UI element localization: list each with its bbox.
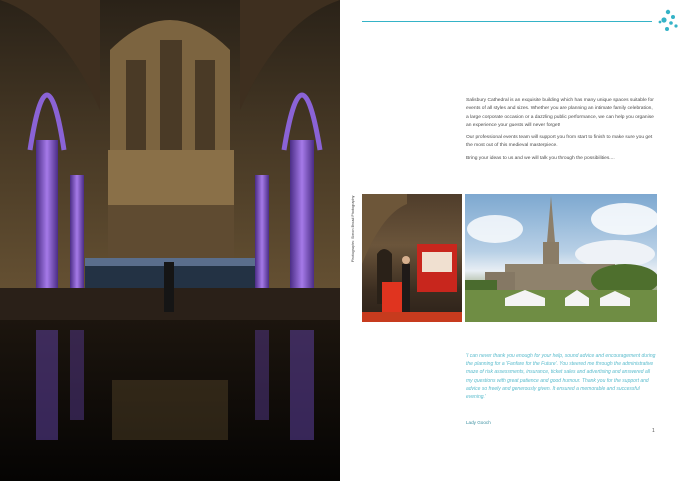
header-rule (362, 21, 652, 22)
intro-text (466, 97, 656, 167)
intro-paragraph-2: Our professional events team will support you from start to finish to make sure you get the most out of this medieval masterpiece. (466, 135, 653, 149)
testimonial-quote: 'I can never thank you enough for your help, sound advice and encouragement during the planning for a 'Fanfare for the Future'. You steered me through the administrative maze of risk assessments, insurance, ticket sales and advertising and answered all my questions with great patience and good humour. Thank you for the support and advice so freely and generously given. It ensured a memorable and successful evening.' (466, 353, 656, 401)
page-number: 1 (652, 428, 655, 434)
dots-decoration-icon (656, 8, 680, 36)
intro-paragraph-3: Bring your ideas to us and we will talk you through the possibilities.... (466, 155, 615, 161)
event-speaker-podium-photo (362, 194, 462, 322)
photo-credit: Photographs: Simon Broad Photography (351, 195, 355, 262)
cathedral-exterior-marquee-photo (465, 194, 657, 322)
testimonial-author: Lady Gooch (466, 420, 491, 425)
intro-paragraph-1: Salisbury Cathedral is an exquisite building which has many unique spaces suitable for events of all styles and sizes. Whether you are planning an intimate family celebration, a large corporate occasion or a dazzling public performance, we can help you organise an experience your guests will never forget! (466, 98, 654, 128)
